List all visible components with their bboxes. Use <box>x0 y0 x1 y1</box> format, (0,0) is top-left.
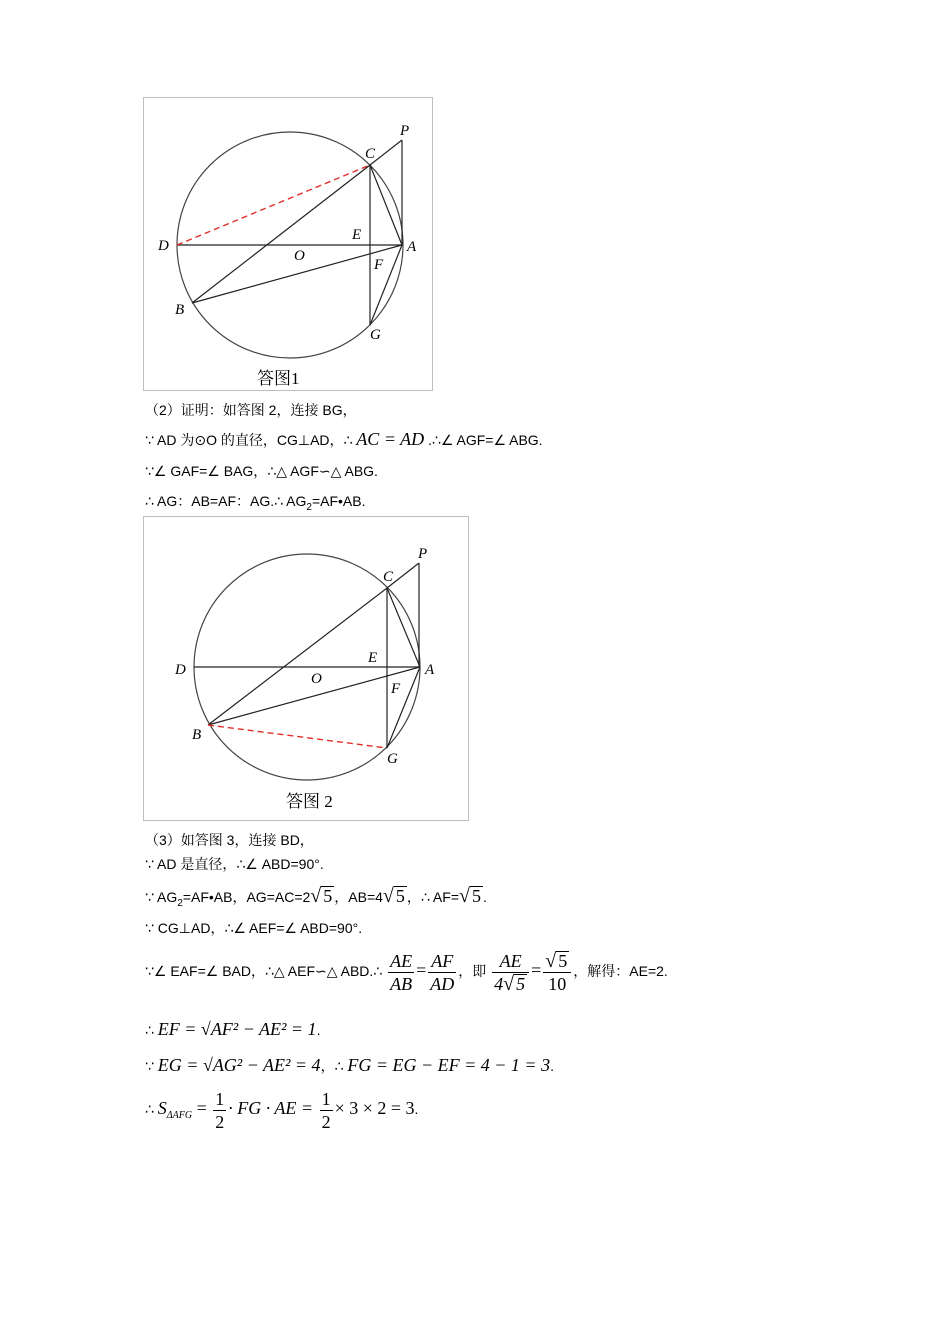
label-e: E <box>368 650 378 666</box>
sqrt-sign: √ <box>310 885 322 907</box>
fraction-half <box>213 1088 226 1133</box>
part2-intro: （2）证明：如答图 2，连接 BG， <box>145 402 357 418</box>
label-f: F <box>391 681 401 697</box>
frac-den: AD <box>430 974 455 994</box>
part3-line4 <box>145 950 668 995</box>
equals-sign: = <box>192 1098 212 1119</box>
equals-sign: = <box>416 960 427 981</box>
figure-1 <box>143 97 433 391</box>
sqrt-sign: √ <box>503 973 515 995</box>
figure-1-diagram <box>144 98 432 390</box>
part3-intro: （3）如答图 3，连接 BD， <box>145 832 314 848</box>
sqrt-sign: √ <box>382 885 394 907</box>
label-c: C <box>383 569 394 585</box>
part2-line3 <box>145 491 365 518</box>
area-symbol: S <box>157 1098 167 1119</box>
part2-line3-b: =AF•AB. <box>311 493 366 509</box>
part3-line5-math: EF = √AF² − AE² = 1 <box>157 1019 317 1039</box>
sqrt-sign: √ <box>545 950 557 972</box>
label-p: P <box>418 546 428 562</box>
label-d: D <box>158 238 169 254</box>
label-b: B <box>175 302 185 318</box>
frac-num: 1 <box>215 1089 225 1109</box>
label-b: B <box>192 727 202 743</box>
part3-line2-d: ，∴ AF= <box>406 889 459 905</box>
label-f: F <box>374 257 384 273</box>
part3-line7-a: ∴ <box>145 1101 158 1118</box>
frac-num: AF <box>428 950 456 973</box>
part3-line7-end: . <box>414 1101 419 1118</box>
part3-line6-b: ，∴ <box>320 1058 348 1074</box>
part3-line4-a: ∵∠ EAF=∠ BAD，∴△ AEF∽△ ABD.∴ <box>145 963 387 980</box>
part3-line3: ∵ CG⊥AD，∴∠ AEF=∠ ABD=90°. <box>145 920 363 936</box>
figure-1-caption: 答图1 <box>257 369 300 388</box>
label-o: O <box>294 248 305 264</box>
frac-num <box>543 950 571 973</box>
part3-line6 <box>145 1054 554 1077</box>
label-g: G <box>370 327 381 343</box>
figure-2 <box>143 516 469 821</box>
sqrt-arg: 5 <box>558 951 568 971</box>
label-a: A <box>425 662 435 678</box>
part2-line2: ∵∠ GAF=∠ BAG，∴△ AGF∽△ ABG. <box>145 463 378 479</box>
label-e: E <box>352 227 362 243</box>
sqrt-arg-2: 5 <box>395 886 405 906</box>
part2-line1-math: AC = AD <box>356 429 425 449</box>
sqrt-arg-1: 5 <box>323 886 333 906</box>
part3-line2-e: . <box>482 889 487 905</box>
sqrt-sign: √ <box>459 885 470 907</box>
sqrt-arg: 5 <box>516 974 526 994</box>
part3-line2 <box>145 886 487 914</box>
part3-line6-a: ∵ <box>145 1058 158 1074</box>
part3-line7-math2: × 3 × 2 = 3 <box>334 1098 415 1119</box>
figure-2-diagram <box>144 517 468 820</box>
label-c: C <box>365 146 376 162</box>
part3-line2-b: =AF•AB，AG=AC=2 <box>182 889 311 905</box>
area-subscript: ΔAFG <box>166 1110 193 1121</box>
part3-line6-c: . <box>550 1058 554 1074</box>
part3-line7-math1: · FG · AE = <box>228 1098 318 1119</box>
frac-den: 2 <box>215 1112 225 1132</box>
fraction-half <box>320 1088 333 1133</box>
part3-line1: ∵ AD 是直径，∴∠ ABD=90°. <box>145 856 324 872</box>
frac-num: AE <box>492 950 529 973</box>
part2-line3-a: ∴ AG：AB=AF：AG.∴ AG <box>145 493 307 509</box>
part2-line3-sub: 2 <box>306 501 312 513</box>
part3-line5-a: ∴ <box>145 1022 158 1038</box>
label-p: P <box>400 123 410 139</box>
part3-line5 <box>145 1018 320 1041</box>
frac-den: 2 <box>321 1112 331 1132</box>
part3-line5-b: . <box>316 1022 321 1038</box>
frac-num: 1 <box>321 1089 331 1109</box>
label-d: D <box>175 662 186 678</box>
sqrt-arg-3: 5 <box>471 886 481 906</box>
fraction-ae-ab <box>388 950 414 995</box>
part3-line7 <box>145 1088 418 1133</box>
label-g: G <box>387 751 398 767</box>
part3-line6-math2: FG = EG − EF = 4 − 1 = 3 <box>347 1055 551 1075</box>
frac-den: 10 <box>548 974 567 994</box>
part3-line2-c: ，AB=4 <box>334 889 383 905</box>
part3-line4-c: ，解得：AE=2. <box>573 963 668 980</box>
label-o: O <box>311 671 322 687</box>
fraction-af-ad <box>428 950 456 995</box>
frac-den: AB <box>390 974 413 994</box>
part2-line1-b: .∴∠ AGF=∠ ABG. <box>424 432 543 448</box>
figure-2-caption: 答图 2 <box>286 792 333 811</box>
frac-den <box>492 973 529 995</box>
part2-line1-a: ∵ AD 为⊙O 的直径，CG⊥AD，∴ <box>145 432 357 448</box>
label-a: A <box>407 239 417 255</box>
part3-line2-sub: 2 <box>177 897 183 909</box>
part3-line6-math1: EG = √AG² − AE² = 4 <box>157 1055 321 1075</box>
part3-line4-b: ，即 <box>458 963 487 980</box>
fraction-sqrt5-10 <box>543 950 571 995</box>
equals-sign: = <box>531 960 542 981</box>
part3-line2-a: ∵ AG <box>145 889 178 905</box>
fraction-ae-4sqrt5 <box>492 950 529 995</box>
frac-den-coef: 4 <box>494 974 504 994</box>
frac-num: AE <box>390 951 413 971</box>
part2-line1 <box>145 429 543 450</box>
